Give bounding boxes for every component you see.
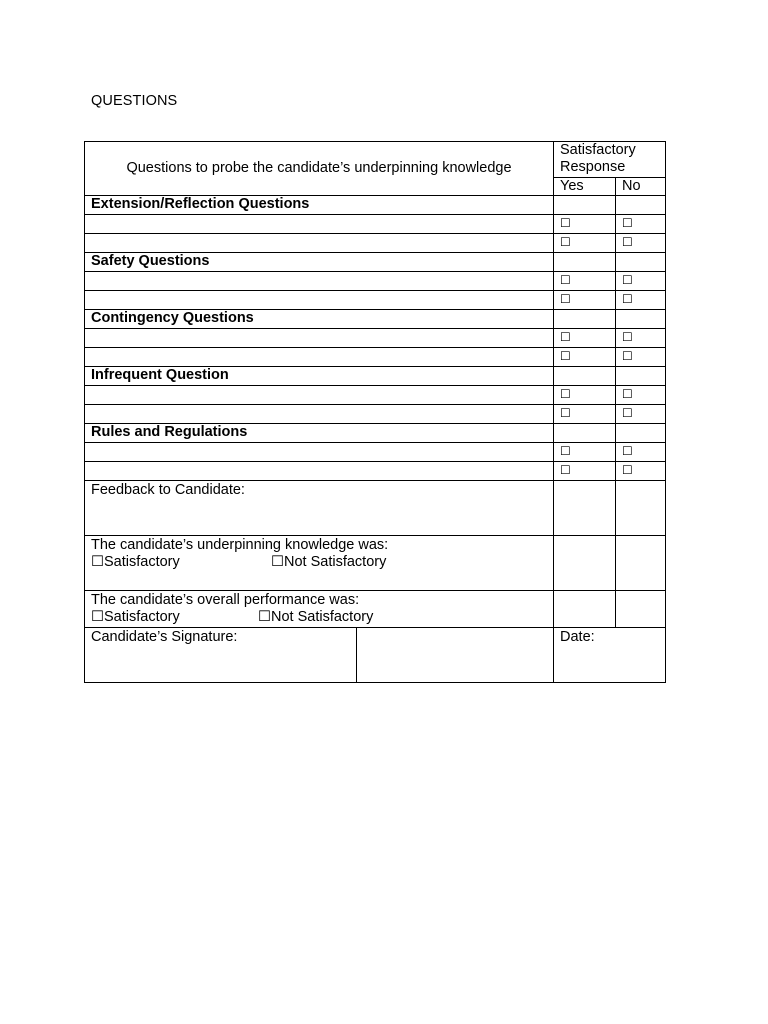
yes-checkbox[interactable]: ☐ — [560, 463, 571, 477]
yes-checkbox[interactable]: ☐ — [560, 235, 571, 249]
question-row — [85, 462, 666, 481]
question-cell[interactable] — [85, 291, 554, 310]
no-checkbox[interactable]: ☐ — [622, 463, 633, 477]
yes-checkbox[interactable]: ☐ — [560, 216, 571, 230]
section-row — [85, 253, 666, 272]
date-label[interactable]: Date: — [554, 628, 666, 683]
yes-checkbox[interactable]: ☐ — [560, 349, 571, 363]
feedback-label[interactable]: Feedback to Candidate: — [85, 481, 554, 536]
question-cell[interactable] — [85, 386, 554, 405]
question-cell[interactable] — [85, 348, 554, 367]
section-row — [85, 367, 666, 386]
performance-not-satisfactory-option[interactable]: ☐Not Satisfactory — [258, 609, 374, 625]
page-heading: QUESTIONS — [91, 93, 178, 109]
feedback-row — [85, 481, 666, 536]
performance-cell — [85, 591, 554, 628]
performance-satisfactory-option[interactable]: ☐Satisfactory — [91, 609, 180, 625]
question-row — [85, 405, 666, 424]
knowledge-label: The candidate’s underpinning knowledge was: — [91, 537, 389, 553]
question-cell[interactable] — [85, 405, 554, 424]
no-checkbox[interactable]: ☐ — [622, 330, 633, 344]
signature-row — [85, 628, 666, 683]
no-header: No — [616, 178, 666, 196]
yes-checkbox[interactable]: ☐ — [560, 387, 571, 401]
yes-checkbox[interactable]: ☐ — [560, 292, 571, 306]
question-cell[interactable] — [85, 272, 554, 291]
table-title: Questions to probe the candidate’s underpinning knowledge — [85, 142, 554, 196]
no-checkbox[interactable]: ☐ — [622, 235, 633, 249]
yes-checkbox[interactable]: ☐ — [560, 330, 571, 344]
yes-checkbox[interactable]: ☐ — [560, 406, 571, 420]
questions-table — [84, 141, 666, 683]
section-label: Infrequent Question — [85, 367, 554, 386]
question-row — [85, 348, 666, 367]
question-cell[interactable] — [85, 215, 554, 234]
table-header-row — [85, 142, 666, 178]
satisfactory-response-header: Satisfactory Response — [554, 142, 666, 178]
no-checkbox[interactable]: ☐ — [622, 292, 633, 306]
knowledge-satisfactory-option[interactable]: ☐Satisfactory — [91, 554, 180, 570]
no-checkbox[interactable]: ☐ — [622, 216, 633, 230]
yes-header: Yes — [554, 178, 616, 196]
question-row — [85, 329, 666, 348]
question-cell[interactable] — [85, 443, 554, 462]
no-checkbox[interactable]: ☐ — [622, 349, 633, 363]
no-checkbox[interactable]: ☐ — [622, 444, 633, 458]
question-row — [85, 386, 666, 405]
no-checkbox[interactable]: ☐ — [622, 406, 633, 420]
question-row — [85, 234, 666, 253]
yes-checkbox[interactable]: ☐ — [560, 444, 571, 458]
performance-row — [85, 591, 666, 628]
question-row — [85, 291, 666, 310]
signature-label: Candidate’s Signature: — [85, 628, 357, 683]
yes-checkbox[interactable]: ☐ — [560, 273, 571, 287]
knowledge-not-satisfactory-option[interactable]: ☐Not Satisfactory — [271, 554, 387, 570]
section-label: Safety Questions — [85, 253, 554, 272]
section-label: Rules and Regulations — [85, 424, 554, 443]
question-cell[interactable] — [85, 329, 554, 348]
question-cell[interactable] — [85, 462, 554, 481]
knowledge-row — [85, 536, 666, 591]
question-row — [85, 215, 666, 234]
question-row — [85, 443, 666, 462]
question-row — [85, 272, 666, 291]
signature-field[interactable] — [357, 628, 554, 683]
performance-label: The candidate’s overall performance was: — [91, 592, 360, 608]
section-label: Contingency Questions — [85, 310, 554, 329]
section-row — [85, 310, 666, 329]
section-row — [85, 196, 666, 215]
no-checkbox[interactable]: ☐ — [622, 387, 633, 401]
section-row — [85, 424, 666, 443]
section-label: Extension/Reflection Questions — [85, 196, 554, 215]
knowledge-cell — [85, 536, 554, 591]
no-checkbox[interactable]: ☐ — [622, 273, 633, 287]
question-cell[interactable] — [85, 234, 554, 253]
